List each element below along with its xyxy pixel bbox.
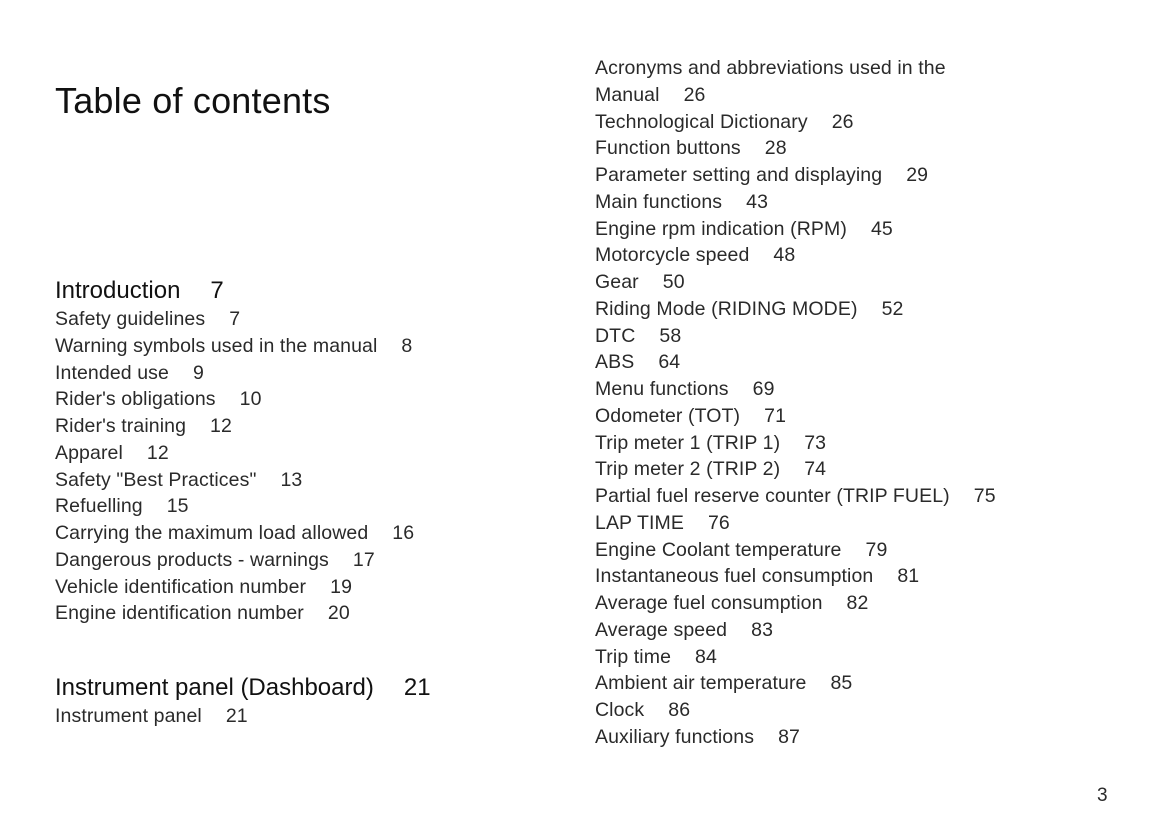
toc-entry-title: Rider's obligations [55,388,216,411]
toc-entry-page: 52 [881,297,904,320]
toc-entry[interactable] [55,547,535,574]
toc-entry-page: 16 [392,522,415,544]
toc-entry-title: Engine Coolant temperature [595,538,842,561]
toc-entry-title: LAP TIME [595,511,684,534]
toc-entry-page: 45 [870,217,893,240]
toc-entry-title: Main functions [595,190,723,213]
toc-entry[interactable] [55,493,535,520]
toc-entry[interactable] [55,413,535,440]
toc-entry-title: Parameter setting and displaying [595,164,883,186]
toc-entry-page: 15 [166,495,189,518]
toc-entry-title-line1: Acronyms and abbreviations used in the [595,57,946,79]
toc-entry[interactable] [55,333,535,360]
page-title: Table of contents [55,80,331,122]
toc-entry-page: 71 [764,404,787,427]
toc-entry-title: Instantaneous fuel consumption [595,565,874,588]
toc-entry[interactable] [595,590,1155,617]
toc-entry[interactable] [595,376,1155,403]
toc-entry-page: 20 [327,602,350,625]
toc-section-instrument-panel [55,673,535,730]
toc-entry[interactable] [595,456,1155,483]
toc-entry[interactable] [55,520,535,547]
toc-entry-page: 48 [773,244,796,267]
toc-entry-title: Warning symbols used in the manual [55,334,378,357]
toc-entry-title: Instrument panel [55,705,202,727]
toc-entry-page: 12 [210,415,232,437]
toc-entry-title: Engine identification number [55,602,304,625]
toc-entry-title: Function buttons [595,137,741,160]
toc-entry-title: Menu functions [595,378,729,400]
toc-entry[interactable] [595,162,1155,189]
toc-entry[interactable] [595,216,1155,243]
toc-entry[interactable] [595,670,1155,697]
toc-entry-title: Rider's training [55,415,187,437]
toc-entry[interactable] [55,386,535,413]
page-number: 3 [1097,785,1108,806]
toc-entry-title: Auxiliary functions [595,725,755,748]
toc-entry-page: 83 [751,618,774,641]
toc-entry[interactable] [595,483,1155,510]
toc-entry-page: 85 [830,672,853,695]
toc-entry-page: 9 [192,361,204,384]
toc-entry[interactable] [595,510,1155,537]
toc-entry-page: 28 [764,137,787,160]
toc-entry[interactable] [595,403,1155,430]
toc-entry[interactable] [595,349,1155,376]
toc-section-title: Instrument panel (Dashboard) [55,674,374,701]
toc-entry-page: 29 [906,164,929,186]
toc-entry[interactable] [595,537,1155,564]
toc-entry[interactable] [595,697,1155,724]
toc-entry[interactable] [595,189,1155,216]
toc-entry[interactable] [595,323,1155,350]
toc-entry[interactable] [595,109,1155,136]
toc-entry[interactable] [595,296,1155,323]
toc-entry-title: Ambient air temperature [595,672,807,695]
toc-entry-title: ABS [595,351,635,374]
toc-entry[interactable] [55,467,535,494]
toc-entry-title: Odometer (TOT) [595,404,741,427]
toc-entry-page: 79 [865,538,888,561]
toc-entry-page: 21 [225,705,248,727]
toc-entry-title: Manual [595,83,660,106]
toc-entry[interactable] [595,617,1155,644]
toc-entry[interactable] [595,430,1155,457]
toc-entry-page: 76 [707,511,730,534]
toc-entry-title: Intended use [55,361,169,384]
toc-entry-page: 64 [658,351,681,374]
toc-section-title: Introduction [55,277,181,304]
toc-entry[interactable] [595,644,1155,671]
toc-entry-title: Average fuel consumption [595,592,823,614]
toc-right-column [595,55,1155,751]
toc-section-introduction [55,276,535,627]
toc-entry-title: Dangerous products - warnings [55,548,329,571]
toc-entry-page: 86 [668,699,691,721]
toc-entry[interactable] [595,724,1155,751]
toc-entry[interactable] [55,703,535,730]
toc-entry-title: Engine rpm indication (RPM) [595,217,847,240]
toc-entry-title: Gear [595,271,639,293]
toc-entry-page: 74 [804,458,827,481]
toc-entry[interactable] [595,55,1155,109]
toc-entry-title: Trip meter 2 (TRIP 2) [595,458,781,481]
toc-entry-title: Partial fuel reserve counter (TRIP FUEL) [595,485,950,507]
toc-entry-page: 81 [897,565,920,588]
toc-entry-title: Average speed [595,618,728,641]
toc-entry[interactable] [595,242,1155,269]
toc-entry-page: 75 [973,485,996,507]
toc-entry[interactable] [55,360,535,387]
toc-entry-page: 12 [146,441,169,464]
toc-entry[interactable] [595,135,1155,162]
toc-entry[interactable] [55,574,535,601]
toc-entry-title: Safety guidelines [55,308,206,330]
toc-entry[interactable] [55,440,535,467]
toc-entry-title: Safety "Best Practices" [55,468,257,491]
toc-section-page: 7 [210,277,224,304]
toc-entry-title: Carrying the maximum load allowed [55,522,369,544]
toc-entry[interactable] [55,306,535,333]
toc-entry-page: 50 [662,271,685,293]
toc-entry-page: 69 [752,378,775,400]
toc-section-heading[interactable] [55,673,535,703]
toc-entry-title: Vehicle identification number [55,575,307,598]
toc-entry-title: Motorcycle speed [595,244,750,267]
toc-entry-page: 8 [401,334,413,357]
toc-entry-page: 17 [352,548,375,571]
toc-section-page: 21 [403,674,431,701]
toc-entry-page: 73 [804,431,827,454]
toc-entry-title: DTC [595,324,636,347]
toc-entry-page: 26 [683,83,706,106]
toc-entry-page: 26 [831,110,854,133]
toc-entry-page: 43 [746,190,769,213]
toc-left-column [55,276,535,730]
toc-section-heading[interactable] [55,276,535,306]
toc-entry-page: 10 [239,388,262,411]
toc-entry-title: Riding Mode (RIDING MODE) [595,297,858,320]
toc-entry-page: 19 [330,575,353,598]
toc-entry-title: Clock [595,699,645,721]
toc-entry[interactable] [595,563,1155,590]
toc-entry-page: 87 [778,725,800,748]
toc-entry-page: 13 [280,468,303,491]
toc-entry-title: Trip meter 1 (TRIP 1) [595,431,781,454]
toc-entry-title-line2 [595,82,1155,109]
toc-entry-page: 82 [846,592,869,614]
toc-entry-title: Refuelling [55,495,143,518]
toc-entry-title: Technological Dictionary [595,110,808,133]
toc-entry-page: 7 [229,308,241,330]
toc-entry[interactable] [55,600,535,627]
toc-entry-page: 84 [695,645,717,668]
toc-entry-page: 58 [659,324,682,347]
toc-entry-title: Trip time [595,645,672,668]
toc-entry-title: Apparel [55,441,123,464]
toc-entry[interactable] [595,269,1155,296]
